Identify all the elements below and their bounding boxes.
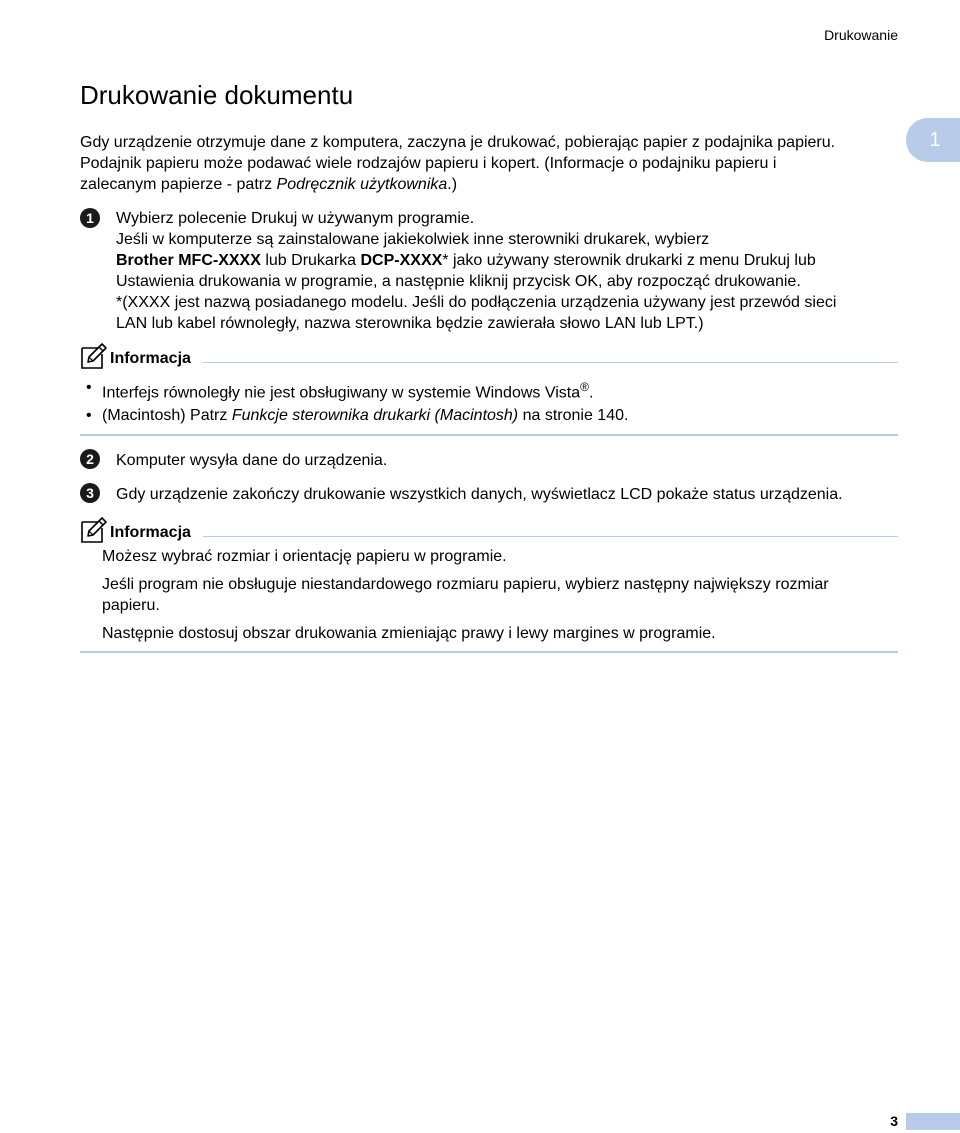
note-1-bullet-2-end: na stronie 140. (518, 407, 629, 424)
note-2-paragraph-2-line: papieru. (102, 597, 160, 614)
intro-paragraph (80, 132, 835, 195)
step-1-detail-line: *(XXXX jest nazwą posiadanego modelu. Jeśli do podłączenia urządzenia używany jest przewód sieci (116, 294, 837, 311)
step-1-text-fragment: * jako używany sterownik drukarki z menu Drukuj lub (442, 252, 816, 269)
step-2-number: 2 (80, 449, 100, 469)
note-2-header (80, 516, 898, 546)
note-1-bottom-rule (80, 434, 898, 436)
note-2-paragraph-2-line: Jeśli program nie obsługuje niestandardowego rozmiaru papieru, wybierz następny największy rozmiar (102, 576, 829, 593)
note-2-header-rule (203, 536, 898, 537)
driver-mfc: Brother MFC-XXXX (116, 252, 261, 269)
note-1-bullet-1 (102, 377, 593, 403)
step-1-text: Wybierz polecenie Drukuj w używanym programie. (116, 210, 475, 227)
step-3-number: 3 (80, 483, 100, 503)
chapter-tab: 1 (906, 118, 960, 162)
step-1-number: 1 (80, 208, 100, 228)
note-1-header (80, 342, 898, 372)
note-1-bullet-2 (102, 405, 628, 426)
step-1-detail-line: Ustawienia drukowania w programie, a następnie kliknij przycisk OK, aby rozpocząć drukowanie. (116, 273, 801, 290)
intro-line-3-text: zalecanym papierze - patrz (80, 176, 277, 193)
intro-line-2: Podajnik papieru może podawać wiele rodzajów papieru i kopert. (Informacje o podajniku papieru i (80, 155, 777, 172)
step-3-text: Gdy urządzenie zakończy drukowanie wszystkich danych, wyświetlacz LCD pokaże status urządzenia. (116, 486, 843, 503)
note-2-label: Informacja (110, 524, 191, 541)
registered-mark: ® (580, 380, 589, 394)
note-1-bullet-2-text: (Macintosh) Patrz (102, 407, 232, 424)
page-title: Drukowanie dokumentu (80, 80, 354, 110)
running-header: Drukowanie (824, 27, 898, 43)
note-2-bottom-rule (80, 651, 898, 653)
note-1-header-rule (203, 362, 898, 363)
footer-tab (906, 1113, 960, 1130)
step-1-detail-line: LAN lub kabel równoległy, nazwa sterownika będzie zawierała słowo LAN lub LPT.) (116, 315, 704, 332)
note-2-paragraph-2 (102, 574, 829, 616)
step-2-text: Komputer wysyła dane do urządzenia. (116, 452, 388, 469)
driver-functions-reference: Funkcje sterownika drukarki (Macintosh) (231, 407, 519, 424)
note-1-bullet-1-end: . (588, 384, 594, 402)
pencil-note-icon (80, 342, 108, 370)
step-1-text-fragment: lub Drukarka (260, 252, 361, 269)
driver-dcp: DCP-XXXX (360, 252, 443, 269)
step-1-detail-line: Jeśli w komputerze są zainstalowane jakiekolwiek inne sterowniki drukarek, wybierz (116, 231, 710, 248)
note-1-label: Informacja (110, 350, 191, 367)
note-1-bullet-1-text: Interfejs równoległy nie jest obsługiwany w systemie Windows Vista (102, 384, 581, 402)
pencil-note-icon (80, 516, 108, 544)
page-number: 3 (890, 1113, 898, 1129)
note-1-bullet-dot: • (86, 407, 92, 424)
intro-line-3 (80, 174, 835, 195)
intro-line-3-end: .) (447, 176, 458, 193)
intro-line-1: Gdy urządzenie otrzymuje dane z komputera, zaczyna je drukować, pobierając papier z podajnika papieru. (80, 134, 836, 151)
note-1-bullet-dot: • (86, 379, 92, 396)
manual-reference: Podręcznik użytkownika (276, 176, 448, 193)
step-1-details (116, 229, 836, 334)
note-2-paragraph-1: Możesz wybrać rozmiar i orientację papieru w programie. (102, 548, 507, 565)
note-2-paragraph-3: Następnie dostosuj obszar drukowania zmieniając prawy i lewy margines w programie. (102, 625, 716, 642)
step-1-detail-line (116, 250, 836, 271)
